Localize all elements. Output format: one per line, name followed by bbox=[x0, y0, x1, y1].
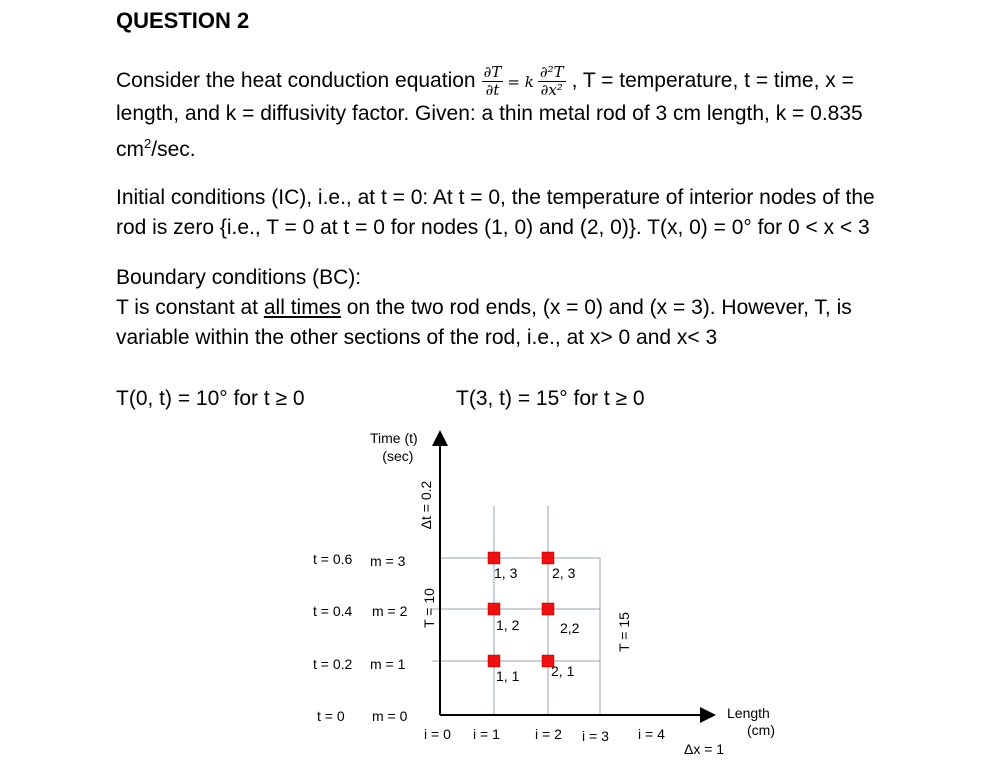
i-label-3: i = 3 bbox=[582, 728, 609, 744]
delta-t-label: Δt = 0.2 bbox=[418, 480, 434, 530]
eq-rhs-numerator: ∂²T bbox=[539, 63, 564, 81]
bc-line-1-b: on the two rod ends, (x = 0) and (x = 3). However, T, is bbox=[340, 296, 852, 319]
m-label-row-1: m = 1 bbox=[370, 656, 406, 672]
units-exponent: 2 bbox=[144, 136, 152, 151]
units-cm: cm bbox=[116, 138, 144, 161]
node-2-3 bbox=[542, 552, 554, 564]
bc-left-value: T(0, t) = 10° for t ≥ 0 bbox=[116, 387, 305, 410]
i-label-1: i = 1 bbox=[473, 726, 500, 742]
time-label-row-0: t = 0 bbox=[317, 708, 345, 724]
time-label-row-2: t = 0.4 bbox=[313, 603, 353, 619]
node-1-3 bbox=[488, 552, 500, 564]
length-axis-label-line2: (cm) bbox=[747, 722, 775, 738]
i-label-4: i = 4 bbox=[638, 726, 665, 742]
intro-line-2: length, and k = diffusivity factor. Given: a thin metal rod of 3 cm length, k = 0.835 bbox=[116, 102, 863, 125]
bc-line-2: variable within the other sections of the rod, i.e., at x> 0 and x< 3 bbox=[116, 326, 718, 349]
bc-right-value: T(3, t) = 15° for t ≥ 0 bbox=[456, 387, 645, 410]
intro-pre-equation: Consider the heat conduction equation bbox=[116, 69, 476, 93]
node-label-2-3: 2, 3 bbox=[552, 565, 576, 581]
question-heading: QUESTION 2 bbox=[116, 8, 250, 33]
bc-heading: Boundary conditions (BC): bbox=[116, 266, 362, 289]
ic-line-1: Initial conditions (IC), i.e., at t = 0: At t = 0, the temperature of interior nodes of the bbox=[116, 186, 875, 209]
units-per-sec: /sec. bbox=[151, 138, 196, 161]
i-label-0: i = 0 bbox=[424, 726, 451, 742]
time-label-row-3: t = 0.6 bbox=[313, 551, 353, 567]
time-axis-label-line1: Time (t) bbox=[370, 430, 418, 446]
length-axis-label-line1: Length bbox=[727, 705, 770, 721]
time-label-row-1: t = 0.2 bbox=[313, 656, 353, 672]
bc-all-times: all times bbox=[263, 296, 341, 319]
time-axis-label-line2: (sec) bbox=[382, 448, 414, 464]
m-label-row-0: m = 0 bbox=[372, 708, 408, 724]
ic-line-2: rod is zero {i.e., T = 0 at t = 0 for nodes (1, 0) and (2, 0)}. T(x, 0) = 0° for 0 < x < 3 bbox=[116, 216, 870, 239]
delta-x-label: Δx = 1 bbox=[684, 741, 725, 757]
bc-line-1-a: T is constant at bbox=[116, 296, 264, 319]
eq-lhs-numerator: ∂T bbox=[483, 63, 502, 81]
length-axis-label bbox=[727, 705, 775, 739]
node-1-2 bbox=[488, 603, 500, 615]
i-label-2: i = 2 bbox=[535, 726, 562, 742]
node-label-1-1: 1, 1 bbox=[496, 668, 520, 684]
right-boundary-label: T = 15 bbox=[616, 612, 632, 652]
m-label-row-3: m = 3 bbox=[370, 553, 406, 569]
time-axis-label bbox=[370, 429, 418, 465]
left-boundary-label: T = 10 bbox=[421, 588, 437, 628]
node-2-2 bbox=[542, 603, 554, 615]
node-label-1-3: 1, 3 bbox=[494, 565, 518, 581]
intro-post-equation: , T = temperature, t = time, x = bbox=[571, 69, 854, 93]
node-label-1-2: 1, 2 bbox=[496, 617, 520, 633]
eq-equals-k: = k bbox=[507, 72, 534, 91]
eq-rhs-denominator: ∂x² bbox=[540, 81, 563, 99]
node-label-2-2: 2,2 bbox=[560, 620, 580, 636]
node-label-2-1: 2, 1 bbox=[551, 663, 575, 679]
eq-lhs-denominator: ∂t bbox=[485, 81, 500, 99]
node-1-1 bbox=[488, 655, 500, 667]
grid-boundary bbox=[440, 558, 600, 715]
m-label-row-2: m = 2 bbox=[372, 603, 408, 619]
